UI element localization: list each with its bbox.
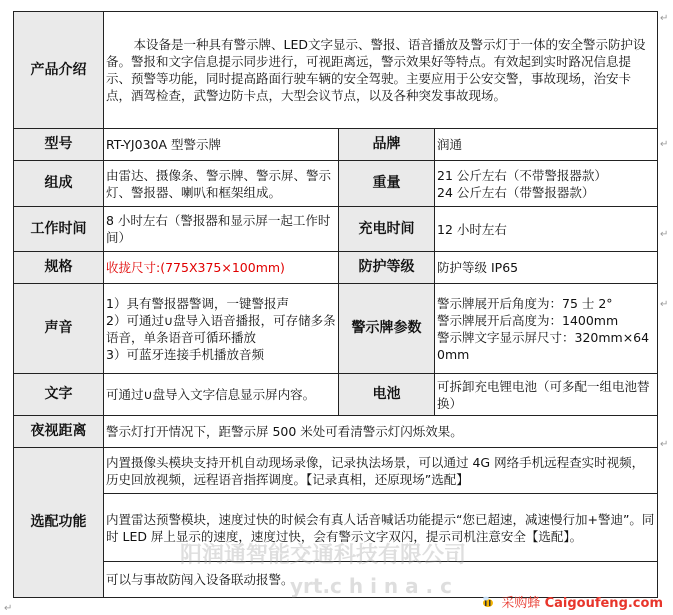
brand-watermark [481,592,663,611]
company-watermark: 阳润通智能交通科技有限公司 [180,543,467,568]
sound-label: 声音 [14,284,104,374]
sound-line: 1）具有警报器警调，一键警报声 [106,295,289,311]
worktime-value: 8 小时左右（警报器和显示屏一起工作时间） [104,207,339,252]
spec-label: 规格 [14,252,104,284]
charge-label: 充电时间 [339,207,435,252]
brand-value: 润通 [435,129,658,161]
row-end-mark: ↵ [660,299,669,310]
composition-label: 组成 [14,161,104,207]
sound-line: 3）可蓝牙连接手机播放音频 [106,346,264,362]
row-end-mark: ↵ [660,13,669,24]
optional-item: 内置雷达预警模块，速度过快的时候会有真人话音喊话功能提示“您已超速，减速慢行加+警迪”。同时 LED 屏上显示的速度，速度过快，会有警示文字双闪，提示司机注意安全【选配】。 [104,494,658,562]
charge-value: 12 小时左右 [435,207,658,252]
night-label: 夜视距离 [14,416,104,448]
spec-value: 收拢尺寸:(775X375×100mm) [104,252,339,284]
protection-label: 防护等级 [339,252,435,284]
sign-param-line: 警示牌展开后角度为：75 士 2° [437,295,613,311]
row-end-mark: ↵ [660,139,669,150]
intro-text: 本设备是一种具有警示牌、LED文字显示、警报、语音播放及警示灯于一体的安全警示防护设备。警报和文字信息提示同步进行，可视距离远，警示效果好等特点。有效起到实时路况信息提示、预警等功能，同时提高路面行驶车辆的安全驾驶。主要应用于公安交警，事故现场，治安卡点，酒驾检查，武警边防卡点，大型会议节点，以及各种突发事故现场。 [104,12,658,129]
night-value: 警示灯打开情况下，距警示屏 500 米处可看清警示灯闪烁效果。 [104,416,658,448]
site-watermark: yrt.c h i n a . c [290,574,452,598]
optional-item: 内置摄像头模块支持开机自动现场录像，记录执法场景，可以通过 4G 网络手机远程查实时视频，历史回放视频，远程语音指挥调度。【记录真相，还原现场”选配】 [104,448,658,494]
optional-label: 选配功能 [14,448,104,598]
sound-line: 2）可通过∪盘导入语音播报，可存储多条语音，单条语音可循环播放 [106,312,336,345]
row-end-mark: ↵ [660,439,669,450]
brand-watermark-cn: 采购蜂 [501,596,541,611]
paragraph-mark: ↵ [4,603,13,614]
sound-value [104,284,339,374]
sign-params-label: 警示牌参数 [339,284,435,374]
text-label: 文字 [14,374,104,416]
brand-label: 品牌 [339,129,435,161]
model-label: 型号 [14,129,104,161]
sign-param-line: 警示牌展开后高度为：1400mm [437,312,619,328]
optional-item: 可以与事故防闯入设备联动报警。 [104,562,658,598]
text-value: 可通过∪盘导入文字信息显示屏内容。 [104,374,339,416]
weight-label: 重量 [339,161,435,207]
spec-table [13,11,658,598]
weight-value [435,161,658,207]
intro-label: 产品介绍 [14,12,104,129]
battery-label: 电池 [339,374,435,416]
sign-param-line: 警示牌文字显示屏尺寸：320mm×640mm [437,329,650,362]
row-end-mark: ↵ [660,229,669,240]
weight-line: 24 公斤左右（带警报器款） [437,184,595,200]
weight-line: 21 公斤左右（不带警报器款） [437,167,607,183]
battery-value: 可拆卸充电锂电池（可多配一组电池替换） [435,374,658,416]
protection-value: 防护等级 IP65 [435,252,658,284]
model-value: RT-YJ030A 型警示牌 [104,129,339,161]
composition-value: 由雷达、摄像条、警示牌、警示屏、警示灯、警报器、喇叭和框架组成。 [104,161,339,207]
worktime-label: 工作时间 [14,207,104,252]
brand-watermark-en: Caigoufeng.com [544,596,663,611]
bee-icon [481,596,495,608]
sign-params-value [435,284,658,374]
